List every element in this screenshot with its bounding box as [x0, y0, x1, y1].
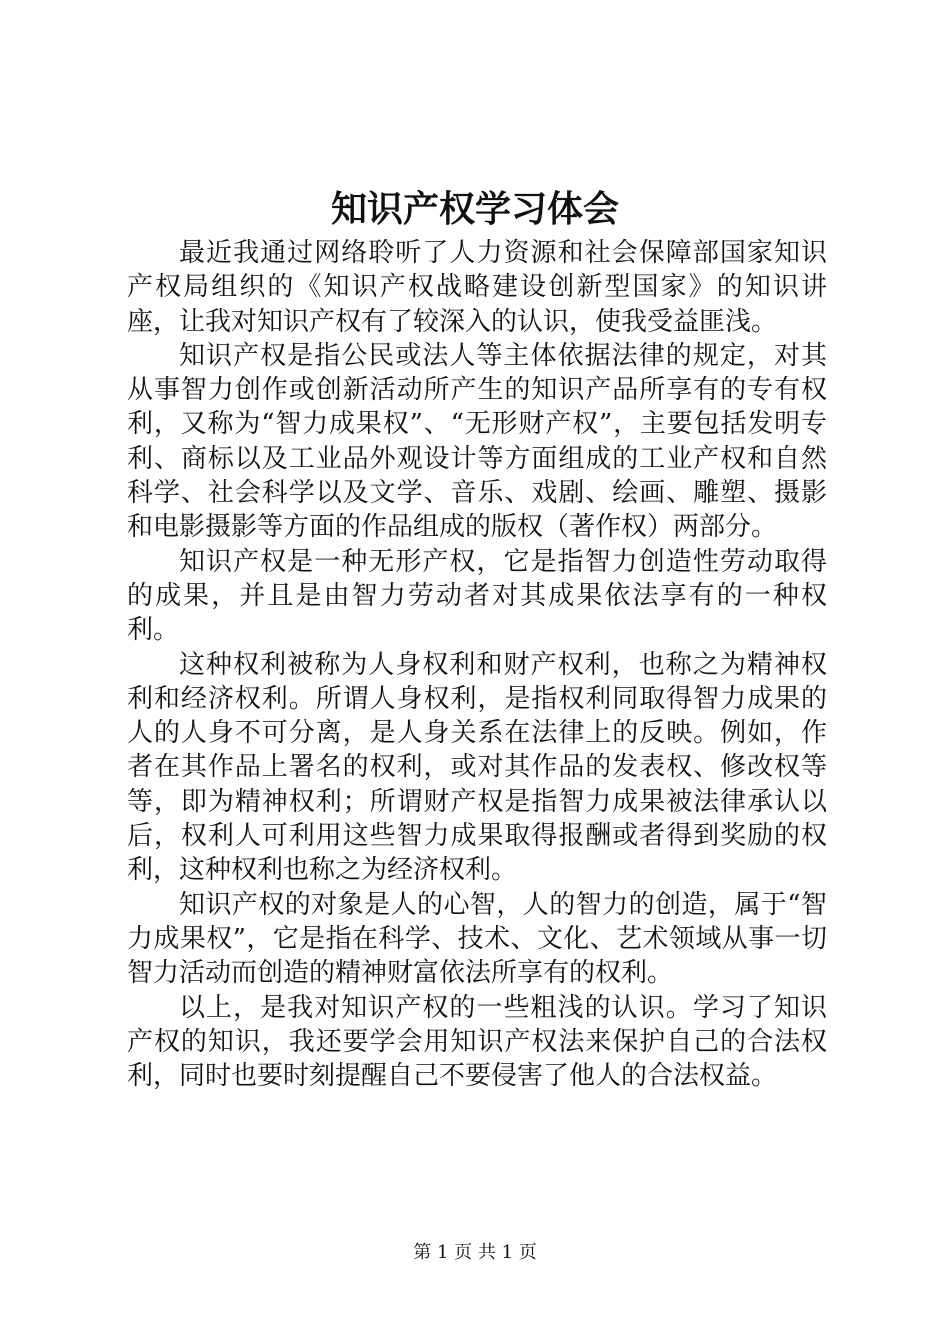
- paragraph-2: 知识产权是指公民或法人等主体依据法律的规定，对其从事智力创作或创新活动所产生的知识产品所享有的专有权利，又称为“智力成果权”、“无形财产权”，主要包括发明专利、商标以及工业品外观设计等方面组成的工业产权和自然科学、社会科学以及文学、音乐、戏剧、绘画、雕塑、摄影和电影摄影等方面的作品组成的版权（著作权）两部分。: [127, 340, 827, 543]
- paragraph-6: 以上，是我对知识产权的一些粗浅的认识。学习了知识产权的知识，我还要学会用知识产权法来保护自己的合法权利，同时也要时刻提醒自己不要侵害了他人的合法权益。: [127, 992, 827, 1092]
- paragraph-1: 最近我通过网络聆听了人力资源和社会保障部国家知识产权局组织的《知识产权战略建设创新型国家》的知识讲座，让我对知识产权有了较深入的认识，使我受益匪浅。: [127, 238, 827, 337]
- paragraph-3: 知识产权是一种无形产权，它是指智力创造性劳动取得的成果，并且是由智力劳动者对其成果依法享有的一种权利。: [127, 546, 827, 646]
- document-title: 知识产权学习体会: [330, 188, 619, 230]
- paragraph-4: 这种权利被称为人身权利和财产权利，也称之为精神权利和经济权利。所谓人身权利，是指权利同取得智力成果的人的人身不可分离，是人身关系在法律上的反映。例如，作者在其作品上署名的权利，或对其作品的发表权、修改权等等，即为精神权利；所谓财产权是指智力成果被法律承认以后，权利人可利用这些智力成果取得报酬或者得到奖励的权利，这种权利也称之为经济权利。: [127, 649, 827, 886]
- paragraph-5: 知识产权的对象是人的心智，人的智力的创造，属于“智力成果权”，它是指在科学、技术、文化、艺术领域从事一切智力活动而创造的精神财富依法所享有的权利。: [127, 889, 827, 989]
- page-number-footer: 第 1 页 共 1 页: [413, 1242, 537, 1263]
- document-body: [127, 236, 827, 1093]
